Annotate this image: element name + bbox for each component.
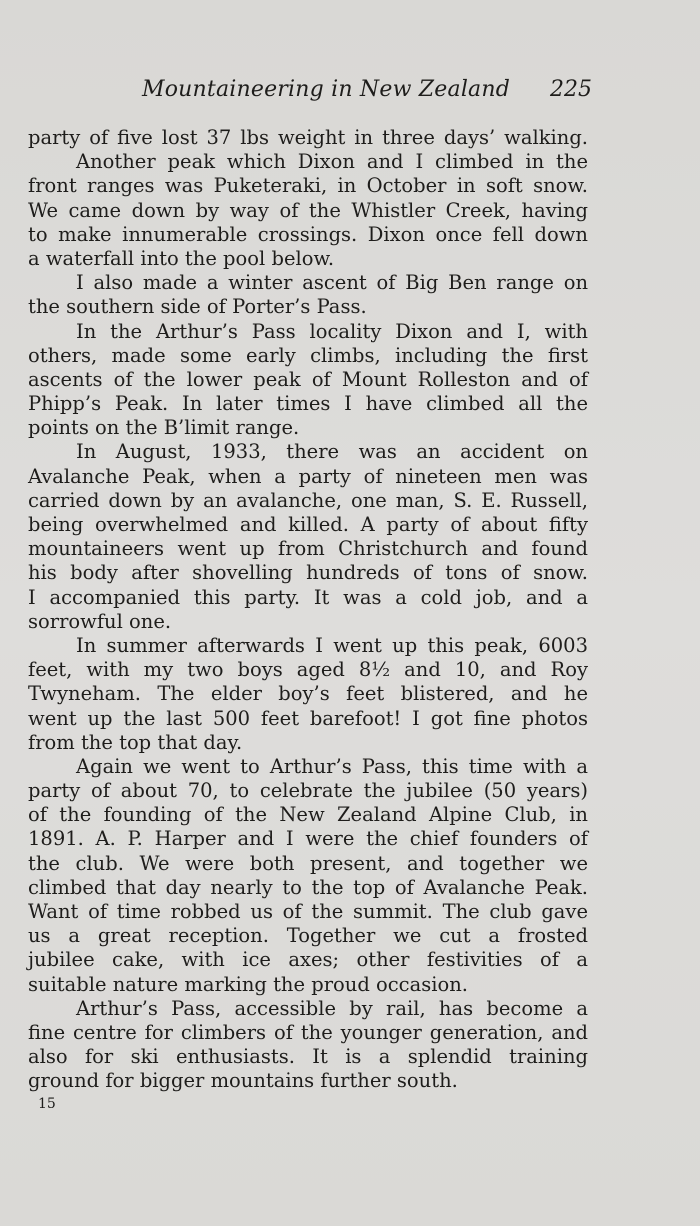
text-line: being overwhelmed and killed. A party of about fifty bbox=[28, 513, 588, 536]
text-line: points on the B’limit range. bbox=[28, 416, 300, 440]
text-line: front ranges was Puketeraki, in October in soft snow. bbox=[28, 174, 588, 198]
text-line: Want of time robbed us of the summit. The club gave bbox=[28, 900, 588, 923]
text-line: of the founding of the New Zealand Alpine Club, in bbox=[28, 803, 588, 827]
text-line: In summer afterwards I went up this peak, 6003 bbox=[76, 633, 588, 657]
text-line: a waterfall into the pool below. bbox=[28, 246, 335, 270]
text-line: 1891. A. P. Harper and I were the chief founders of bbox=[28, 827, 588, 851]
text-line: party of five lost 37 lbs weight in three days’ walking. bbox=[28, 126, 588, 149]
text-line: mountaineers went up from Christchurch and found bbox=[28, 537, 588, 561]
text-line: also for ski enthusiasts. It is a splendid training bbox=[28, 1045, 588, 1069]
page-number: 225 bbox=[550, 77, 592, 102]
text-line: I also made a winter ascent of Big Ben range on bbox=[76, 271, 588, 295]
text-line: the club. We were both present, and together we bbox=[28, 851, 588, 875]
text-line: ground for bigger mountains further south. bbox=[28, 1069, 458, 1093]
text-line: Arthur’s Pass, accessible by rail, has become a bbox=[76, 996, 588, 1020]
text-line: to make innumerable crossings. Dixon once fell down bbox=[28, 222, 588, 246]
text-line: from the top that day. bbox=[28, 730, 243, 754]
text-line: carried down by an avalanche, one man, S. E. Russell, bbox=[28, 488, 588, 512]
text-line: his body after shovelling hundreds of tons of snow. bbox=[28, 561, 588, 585]
text-line: Again we went to Arthur’s Pass, this time with a bbox=[76, 754, 588, 778]
text-line: I accompanied this party. It was a cold job, and a bbox=[28, 585, 588, 609]
text-line: suitable nature marking the proud occasion. bbox=[28, 972, 468, 996]
text-line: Avalanche Peak, when a party of nineteen men was bbox=[28, 464, 588, 488]
text-line: ascents of the lower peak of Mount Rolleston and of bbox=[28, 367, 588, 391]
text-line: climbed that day nearly to the top of Avalanche Peak. bbox=[28, 875, 588, 899]
text-line: the southern side of Porter’s Pass. bbox=[28, 295, 367, 319]
text-line: party of about 70, to celebrate the jubilee (50 years) bbox=[28, 779, 588, 803]
text-line: jubilee cake, with ice axes; other festivities of a bbox=[28, 948, 588, 972]
text-line: sorrowful one. bbox=[28, 609, 172, 633]
text-line: We came down by way of the Whistler Creek, having bbox=[28, 198, 588, 222]
text-line: feet, with my two boys aged 8½ and 10, and Roy bbox=[28, 658, 588, 682]
text-line: went up the last 500 feet barefoot! I got fine photos bbox=[28, 706, 588, 730]
text-line: Another peak which Dixon and I climbed in the bbox=[76, 150, 588, 174]
text-line: us a great reception. Together we cut a frosted bbox=[28, 924, 588, 948]
text-line: In the Arthur’s Pass locality Dixon and I, with bbox=[76, 319, 588, 343]
signature-mark: 15 bbox=[38, 1096, 56, 1112]
text-line: Twyneham. The elder boy’s feet blistered, and he bbox=[28, 682, 588, 706]
text-line: Phipp’s Peak. In later times I have climbed all the bbox=[28, 392, 588, 416]
text-line: In August, 1933, there was an accident on bbox=[76, 440, 588, 464]
text-line: others, made some early climbs, including the first bbox=[28, 343, 588, 367]
body-text bbox=[28, 126, 588, 1094]
text-line: fine centre for climbers of the younger generation, and bbox=[28, 1020, 588, 1044]
running-title: Mountaineering in New Zealand bbox=[142, 77, 511, 102]
running-head bbox=[142, 77, 592, 107]
